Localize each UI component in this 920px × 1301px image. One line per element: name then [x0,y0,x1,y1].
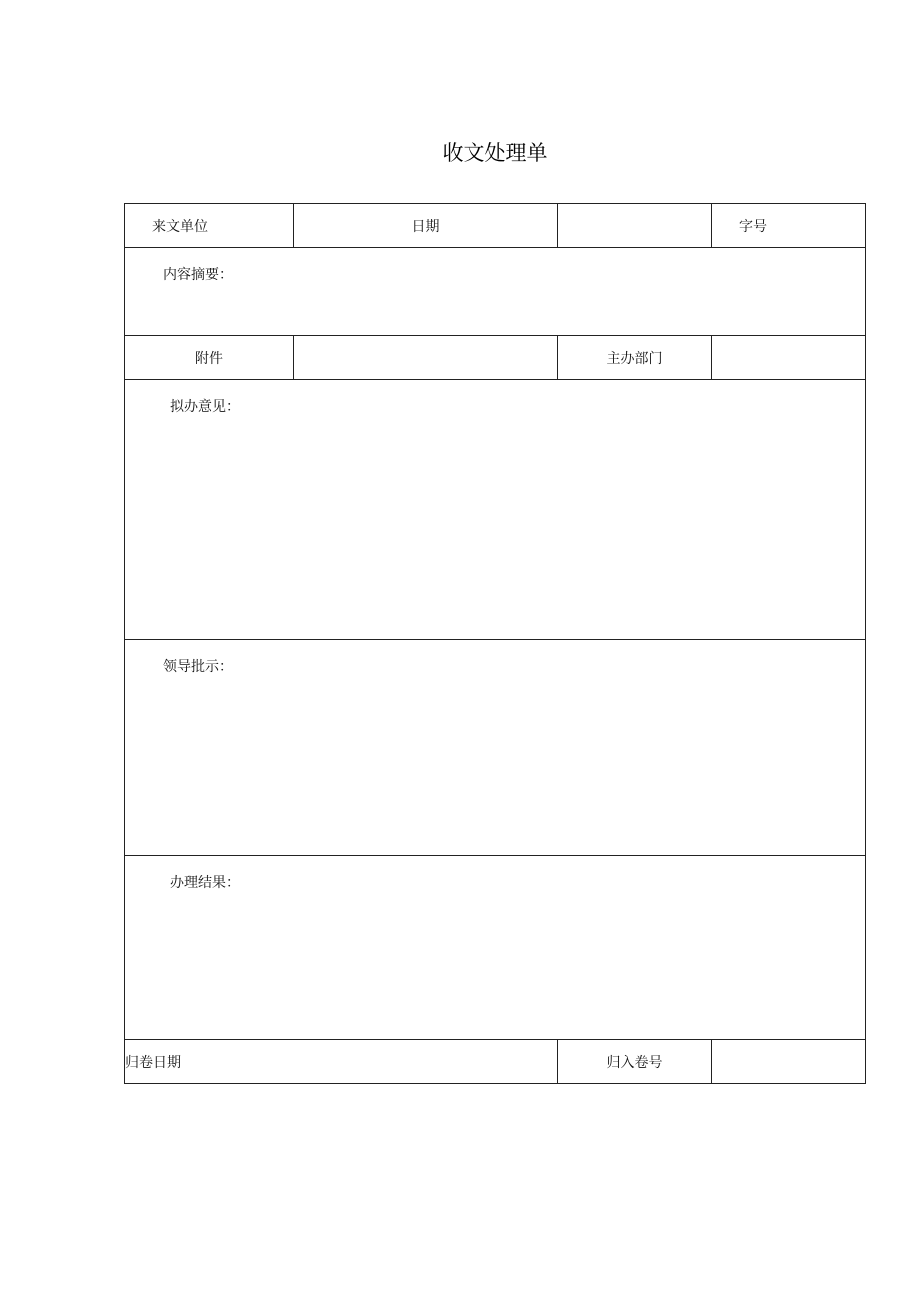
form-row-sender [125,204,866,248]
volume-value-field[interactable] [712,1040,866,1084]
document-processing-form [124,203,866,1084]
form-row-leader [125,640,866,856]
summary-field[interactable] [125,248,866,336]
form-row-archive [125,1040,866,1084]
result-label: 办理结果： [170,875,240,891]
page-title: 收文处理单 [442,141,548,165]
dept-label: 主办部门 [558,336,712,380]
opinion-field[interactable] [125,380,866,640]
attachment-value-field[interactable] [294,336,558,380]
result-field[interactable] [125,856,866,1040]
date-label: 日期 [294,204,558,248]
attachment-label: 附件 [125,336,294,380]
archive-date-label: 归卷日期 [125,1040,558,1084]
form-row-opinion [125,380,866,640]
leader-label: 领导批示： [163,659,233,675]
date-value-field[interactable] [558,204,712,248]
ref-label: 字号 [712,204,866,248]
form-row-result [125,856,866,1040]
summary-label: 内容摘要： [163,267,233,283]
volume-label: 归入卷号 [558,1040,712,1084]
form-row-attachment [125,336,866,380]
form-row-summary [125,248,866,336]
dept-value-field[interactable] [712,336,866,380]
opinion-label: 拟办意见： [170,399,240,415]
leader-instruction-field[interactable] [125,640,866,856]
sender-label: 来文单位 [125,204,294,248]
